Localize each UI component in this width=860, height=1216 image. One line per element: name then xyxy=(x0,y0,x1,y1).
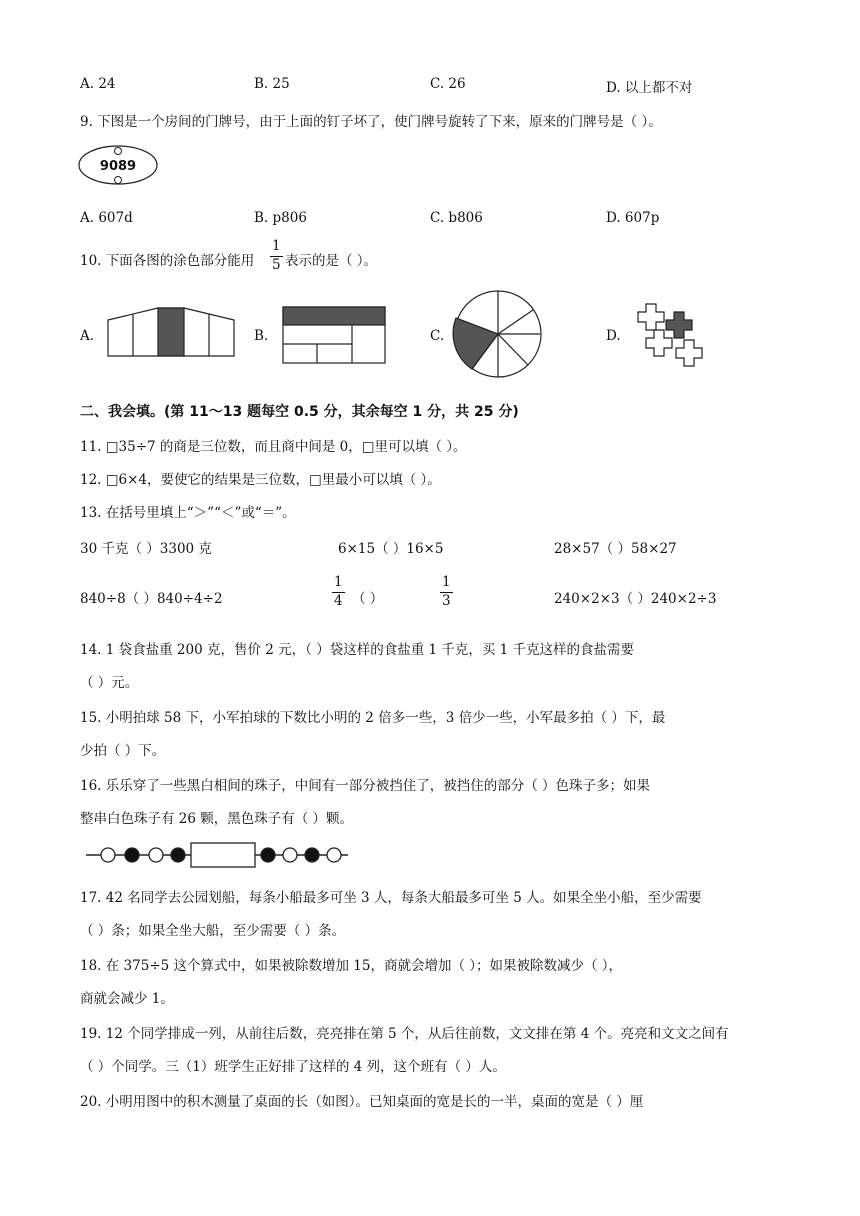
q13-fraction-right-numerator: 1 xyxy=(440,576,453,593)
q13-fraction-right-denominator: 3 xyxy=(442,592,451,609)
q18-line-1: 18. 在 375÷5 这个算式中，如果被除数增加 15，商就会增加（ ）；如果被除数减少（ ）， xyxy=(80,958,623,974)
q9-option-b: B. p806 xyxy=(254,210,307,226)
q13-fraction-left-denominator: 4 xyxy=(334,592,343,609)
q8-option-b: B. 25 xyxy=(254,76,290,92)
q15-line-1: 15. 小明拍球 58 下，小军拍球的下数比小明的 2 倍多一些，3 倍少一些，小军最多拍（ ）下，最 xyxy=(80,710,666,726)
q10-fraction-numerator: 1 xyxy=(270,240,283,257)
q13-fraction-left xyxy=(332,576,345,608)
q8-option-d: D. 以上都不对 xyxy=(606,80,693,96)
q13-item-3: 28×57（ ）58×27 xyxy=(554,541,677,557)
q10-stem-before: 10. 下面各图的涂色部分能用 xyxy=(80,253,255,269)
q10-option-b: B. xyxy=(254,328,269,344)
q13-fraction-right xyxy=(440,576,453,608)
q20-line-1: 20. 小明用图中的积木测量了桌面的长（如图）。已知桌面的宽是长的一半，桌面的宽是（ ）厘 xyxy=(80,1094,644,1110)
q10-figure-d xyxy=(636,302,712,376)
q14-line-1: 14. 1 袋食盐重 200 克，售价 2 元，（ ）袋这样的食盐重 1 千克，买 1 千克这样的食盐需要 xyxy=(80,642,635,658)
q16-line-2: 整串白色珠子有 26 颗，黑色珠子有（ ）颗。 xyxy=(80,811,354,827)
q10-fraction xyxy=(270,240,283,272)
q13-item-5-blank: （ ） xyxy=(352,591,384,607)
q10-figure-a xyxy=(106,306,236,358)
q14-line-2: （ ）元。 xyxy=(80,675,139,691)
q13-item-2: 6×15（ ）16×5 xyxy=(338,541,444,557)
q9-stem: 9. 下图是一个房间的门牌号，由于上面的钉子坏了，使门牌号旋转了下来，原来的门牌号是（ ）。 xyxy=(80,114,662,130)
bead-string-figure xyxy=(86,840,348,870)
q13-stem: 13. 在括号里填上“＞”“＜”或“＝”。 xyxy=(80,505,296,521)
q10-option-a: A. xyxy=(80,328,95,344)
q11-text: 11. □35÷7 的商是三位数，而且商中间是 0，□里可以填（ ）。 xyxy=(80,439,467,455)
q9-option-a: A. 607d xyxy=(80,210,133,226)
q10-option-d: D. xyxy=(606,328,621,344)
q10-figure-b xyxy=(282,306,386,364)
q10-stem-after: 表示的是（ ）。 xyxy=(285,253,378,269)
q13-fraction-left-numerator: 1 xyxy=(332,576,345,593)
q10-fraction-denominator: 5 xyxy=(272,256,281,273)
q8-option-c: C. 26 xyxy=(430,76,466,92)
q9-option-d: D. 607p xyxy=(606,210,660,226)
door-plate-figure xyxy=(78,140,160,188)
q19-line-1: 19. 12 个同学排成一列，从前往后数，亮亮排在第 5 个，从后往前数，文文排在第 4 个。亮亮和文文之间有 xyxy=(80,1026,729,1042)
q13-item-6: 240×2×3（ ）240×2÷3 xyxy=(554,591,717,607)
q10-option-c: C. xyxy=(430,328,445,344)
q10-figure-c xyxy=(452,290,544,378)
door-plate-number: 9089 xyxy=(99,159,137,174)
q17-line-1: 17. 42 名同学去公园划船，每条小船最多可坐 3 人，每条大船最多可坐 5 人。如果全坐小船，至少需要 xyxy=(80,890,702,906)
q13-item-4: 840÷8（ ）840÷4÷2 xyxy=(80,591,223,607)
q17-line-2: （ ）条；如果全坐大船，至少需要（ ）条。 xyxy=(80,923,346,939)
q13-item-1: 30 千克（ ）3300 克 xyxy=(80,541,212,557)
q16-line-1: 16. 乐乐穿了一些黑白相间的珠子，中间有一部分被挡住了，被挡住的部分（ ）色珠子多；如果 xyxy=(80,778,651,794)
q19-line-2: （ ）个同学。三（1）班学生正好排了这样的 4 列，这个班有（ ）人。 xyxy=(80,1059,506,1075)
section-2-title: 二、我会填。(第 11～13 题每空 0.5 分，其余每空 1 分，共 25 分) xyxy=(80,404,519,420)
q18-line-2: 商就会减少 1。 xyxy=(80,991,174,1007)
q15-line-2: 少拍（ ）下。 xyxy=(80,743,166,759)
q8-option-a: A. 24 xyxy=(80,76,116,92)
q12-text: 12. □6×4，要使它的结果是三位数，□里最小可以填（ ）。 xyxy=(80,472,441,488)
q9-option-c: C. b806 xyxy=(430,210,483,226)
